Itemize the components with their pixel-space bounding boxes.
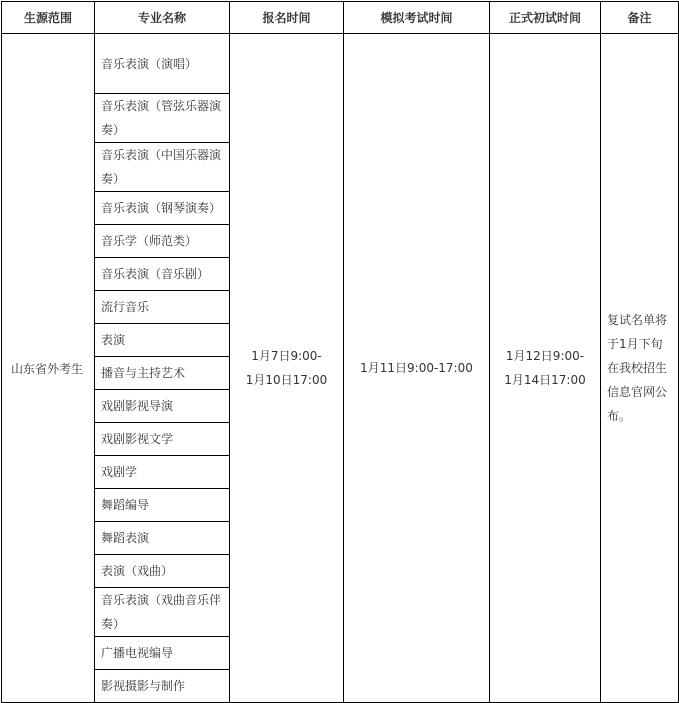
major-cell: 播音与主持艺术 xyxy=(95,357,230,390)
registration-time-cell xyxy=(230,34,344,703)
header-major: 专业名称 xyxy=(95,2,230,34)
header-row xyxy=(2,2,679,34)
major-cell: 流行音乐 xyxy=(95,291,230,324)
major-cell: 戏剧学 xyxy=(95,456,230,489)
header-formal-exam-time: 正式初试时间 xyxy=(490,2,601,34)
major-cell: 影视摄影与制作 xyxy=(95,670,230,703)
major-cell: 戏剧影视文学 xyxy=(95,423,230,456)
mock-exam-time-cell: 1月11日9:00-17:00 xyxy=(344,34,490,703)
formal-exam-time-cell xyxy=(490,34,601,703)
major-cell: 舞蹈编导 xyxy=(95,489,230,522)
major-cell: 音乐表演（钢琴演奏） xyxy=(95,192,230,225)
major-cell: 舞蹈表演 xyxy=(95,522,230,555)
formal-exam-time-start: 1月12日9:00- xyxy=(505,349,585,363)
registration-time-start: 1月7日9:00- xyxy=(251,349,322,363)
major-cell: 音乐表演（演唱） xyxy=(95,34,230,94)
header-remarks: 备注 xyxy=(601,2,679,34)
major-cell: 音乐表演（管弦乐器演奏） xyxy=(95,94,230,143)
header-registration-time: 报名时间 xyxy=(230,2,344,34)
header-mock-exam-time: 模拟考试时间 xyxy=(344,2,490,34)
exam-schedule-table xyxy=(1,1,679,703)
major-cell: 表演 xyxy=(95,324,230,357)
major-cell: 音乐表演（中国乐器演奏） xyxy=(95,143,230,192)
registration-time-end: 1月10日17:00 xyxy=(245,373,328,387)
major-cell: 音乐表演（音乐剧） xyxy=(95,258,230,291)
major-cell: 音乐表演（戏曲音乐伴奏） xyxy=(95,588,230,637)
remarks-cell: 复试名单将于1月下旬在我校招生信息官网公布。 xyxy=(601,34,679,703)
major-cell: 戏剧影视导演 xyxy=(95,390,230,423)
major-cell: 表演（戏曲） xyxy=(95,555,230,588)
region-cell: 山东省外考生 xyxy=(2,34,95,703)
formal-exam-time-end: 1月14日17:00 xyxy=(504,373,586,387)
table-row xyxy=(2,34,679,94)
major-cell: 广播电视编导 xyxy=(95,637,230,670)
major-cell: 音乐学（师范类） xyxy=(95,225,230,258)
header-region: 生源范围 xyxy=(2,2,95,34)
